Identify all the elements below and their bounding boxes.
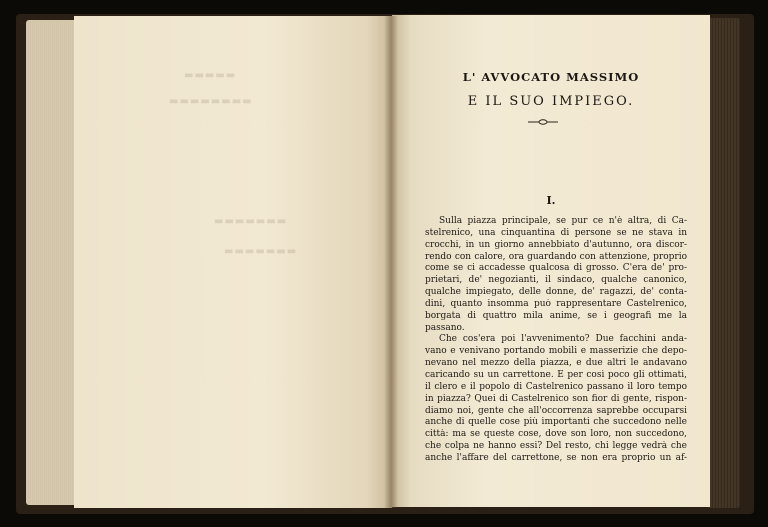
text-line: vano e venivano portando mobili e masserizie che depo-: [425, 346, 687, 357]
text-line: stelrenico, una cinquantina di persone se ne stava in: [425, 227, 687, 238]
text-line: caricando su un carrettone. E per così poco gli ottimati,: [425, 369, 687, 380]
show-through-mark: ▬▬▬▬▬: [184, 70, 237, 81]
text-line: in piazza? Quei di Castelrenico son fior di gente, rispon-: [425, 393, 687, 404]
text-line: che colpa ne hanno essi? Del resto, chi legge vedrà che: [425, 441, 687, 452]
text-line: anche di quelle cose più importanti che succedono nelle: [425, 417, 687, 428]
text-line: crocchi, in un giorno annebbiato d'autunno, ora discor-: [425, 239, 687, 250]
text-line: Sulla piazza principale, se pur ce n'è altra, di Ca-: [439, 216, 687, 226]
text-line: il clero e il popolo di Castelrenico passano il loro tempo: [425, 381, 687, 392]
body-text: [425, 216, 687, 465]
text-line: anche l'affare del carrettone, se non era proprio un af-: [425, 452, 687, 463]
ornament-divider-icon: [528, 118, 558, 126]
book-gutter: [384, 16, 398, 508]
show-through-mark: ▬▬▬▬▬▬▬▬: [169, 96, 253, 107]
paragraph-1: [425, 216, 687, 334]
text-line: passano.: [425, 322, 465, 333]
chapter-number: I.: [546, 194, 556, 207]
text-line: città: ma se queste cose, dove son loro, non succedono,: [425, 429, 687, 440]
text-line: borgata di quattro mila anime, se i geografi me la: [425, 310, 687, 321]
show-through-mark: ▬▬▬▬▬▬▬: [224, 246, 298, 257]
text-line: dini, quanto insomma può rappresentare Castelrenico,: [425, 298, 687, 309]
page-edges-left: [26, 20, 78, 505]
paragraph-2: [425, 334, 687, 464]
text-line: come se ci accadesse qualcosa di grosso. C'era de' pro-: [425, 263, 687, 274]
page-subtitle: E IL SUO IMPIEGO.: [467, 94, 635, 109]
text-line: qualche impiegato, delle donne, de' ragazzi, de' conta-: [425, 287, 687, 298]
page-title: L' AVVOCATO MASSIMO: [462, 70, 640, 84]
page-edges-right: [708, 18, 740, 508]
text-line: nevano nel mezzo della piazza, e due altri le andavano: [425, 358, 687, 369]
text-line: prietari, de' negozianti, il sindaco, qualche canonico,: [425, 275, 687, 286]
text-line: diamo noi, gente che all'occorrenza saprebbe occuparsi: [425, 405, 687, 416]
text-line: rendo con calore, ora guardando con attenzione, proprio: [425, 251, 687, 262]
left-page: [74, 16, 392, 508]
show-through-mark: ▬▬▬▬▬▬▬: [214, 216, 288, 227]
text-line: Che cos'era poi l'avvenimento? Due facchini anda-: [439, 334, 687, 345]
